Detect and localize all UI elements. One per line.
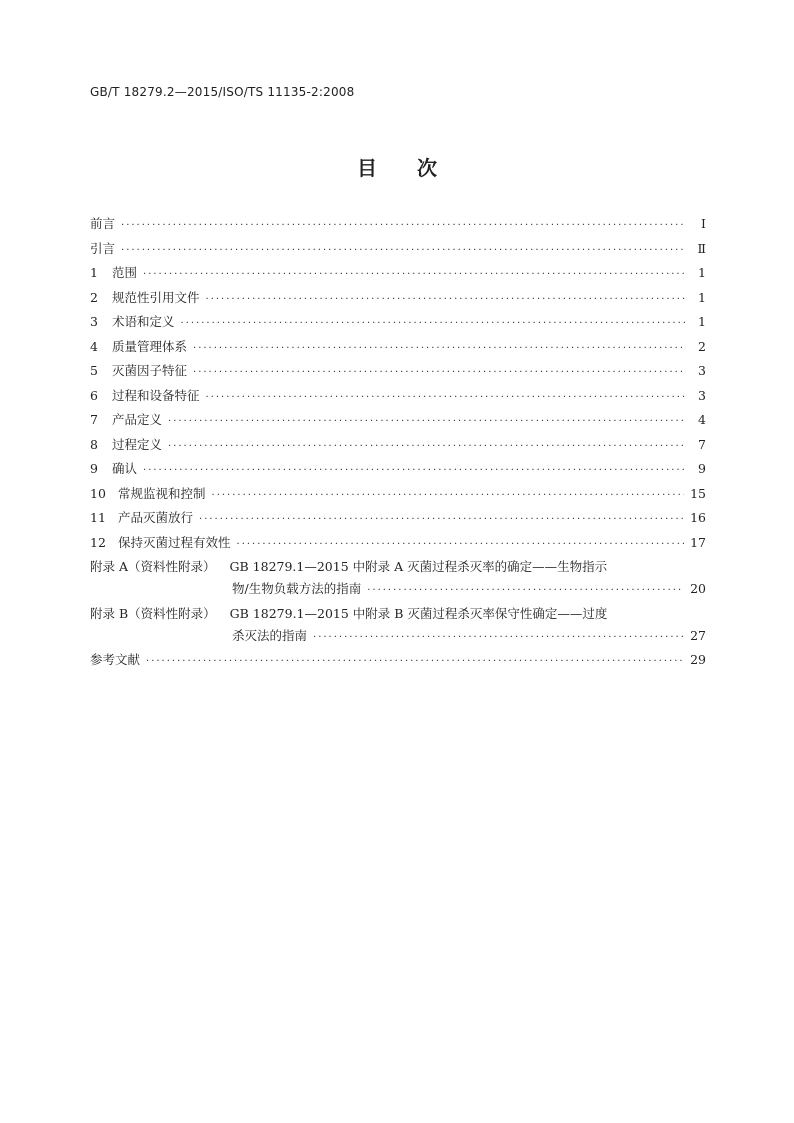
toc-entry-page: 9	[698, 461, 706, 476]
toc-entry-number: 1	[90, 265, 98, 280]
toc-entry-page: 29	[690, 652, 706, 667]
toc-entry-10[interactable]	[90, 484, 706, 509]
toc-entry-4[interactable]	[90, 337, 706, 362]
toc-entry-label: 常规监视和控制	[118, 485, 206, 501]
toc-entry-number: 6	[90, 387, 98, 403]
toc-entry-12[interactable]	[90, 533, 706, 558]
toc-entry-page: 1	[698, 314, 706, 329]
toc-entry-label: 产品定义	[112, 412, 163, 427]
toc-entry-label: 灭菌因子特征	[112, 363, 188, 378]
toc-leader-dots	[168, 416, 686, 427]
toc-entry-appendix-a[interactable]	[90, 557, 706, 604]
toc-entry-number: 11	[90, 510, 106, 525]
toc-entry-number: 10	[90, 485, 106, 501]
toc-entry-number: 8	[90, 436, 98, 452]
toc-entry-9[interactable]	[90, 459, 706, 484]
toc-entry-number: 5	[90, 363, 98, 378]
toc-entry-page: 4	[698, 412, 706, 427]
toc-entry-page: 20	[690, 581, 706, 596]
table-of-contents	[90, 214, 706, 675]
toc-entry-label: 引言	[90, 240, 116, 256]
toc-entry-label: 过程和设备特征	[112, 387, 200, 403]
toc-leader-dots	[143, 465, 686, 476]
toc-entry-number: 2	[90, 289, 98, 305]
toc-entry-page: Ⅱ	[697, 240, 706, 256]
toc-entry-label: 保持灭菌过程有效性	[118, 534, 231, 550]
toc-entry-label: 质量管理体系	[112, 338, 188, 354]
toc-entry-page: 2	[698, 338, 706, 354]
toc-entry-references[interactable]	[90, 650, 706, 675]
toc-entry-number: 4	[90, 338, 98, 354]
toc-entry-introduction[interactable]	[90, 239, 706, 264]
toc-entry-11[interactable]	[90, 508, 706, 533]
toc-entry-1[interactable]	[90, 263, 706, 288]
standard-code-header: GB/T 18279.2—2015/ISO/TS 11135-2:2008	[90, 85, 355, 99]
toc-leader-dots	[206, 294, 686, 305]
toc-entry-number: 7	[90, 412, 98, 427]
toc-entry-6[interactable]	[90, 386, 706, 411]
toc-entry-label: 过程定义	[112, 436, 163, 452]
toc-leader-dots	[121, 245, 686, 256]
toc-entry-label: 产品灭菌放行	[118, 510, 194, 525]
appendix-title-line2: 杀灭法的指南	[232, 627, 308, 643]
toc-entry-appendix-b[interactable]	[90, 604, 706, 651]
toc-leader-dots	[181, 318, 686, 329]
toc-entry-label: 前言	[90, 216, 116, 231]
toc-leader-dots	[193, 367, 686, 378]
toc-entry-foreword[interactable]	[90, 214, 706, 239]
appendix-title-line1: GB 18279.1—2015 中附录 B 灭菌过程杀灭率保守性确定——过度	[229, 605, 608, 621]
toc-leader-dots	[313, 632, 684, 643]
toc-entry-page: Ⅰ	[701, 216, 706, 231]
toc-entry-3[interactable]	[90, 312, 706, 337]
toc-entry-page: 17	[690, 534, 706, 550]
toc-leader-dots	[199, 514, 684, 525]
toc-entry-page: 3	[698, 387, 706, 403]
toc-entry-page: 1	[698, 289, 706, 305]
toc-entry-page: 7	[698, 436, 706, 452]
toc-entry-number: 12	[90, 534, 106, 550]
toc-entry-label: 范围	[112, 265, 138, 280]
toc-entry-8[interactable]	[90, 435, 706, 460]
toc-leader-dots	[237, 539, 685, 550]
toc-entry-2[interactable]	[90, 288, 706, 313]
toc-leader-dots	[206, 392, 686, 403]
toc-entry-number: 3	[90, 314, 98, 329]
toc-entry-page: 15	[690, 485, 706, 501]
toc-entry-7[interactable]	[90, 410, 706, 435]
page-title: 目 次	[357, 156, 437, 180]
toc-entry-page: 16	[690, 510, 706, 525]
appendix-prefix: 附录 B（资料性附录）	[90, 605, 216, 621]
toc-leader-dots	[146, 656, 684, 667]
toc-entry-page: 27	[690, 627, 706, 643]
toc-entry-5[interactable]	[90, 361, 706, 386]
toc-leader-dots	[143, 269, 686, 280]
toc-entry-label: 规范性引用文件	[112, 289, 200, 305]
toc-leader-dots	[212, 490, 685, 501]
toc-entry-page: 3	[698, 363, 706, 378]
toc-leader-dots	[367, 585, 684, 596]
toc-entry-number: 9	[90, 461, 98, 476]
toc-leader-dots	[121, 220, 686, 231]
toc-entry-label: 确认	[112, 461, 138, 476]
appendix-prefix: 附录 A（资料性附录）	[90, 559, 216, 574]
appendix-title-line2: 物/生物负载方法的指南	[232, 581, 362, 596]
toc-leader-dots	[168, 441, 686, 452]
toc-entry-page: 1	[698, 265, 706, 280]
toc-entry-label: 参考文献	[90, 652, 141, 667]
toc-leader-dots	[193, 343, 686, 354]
appendix-title-line1: GB 18279.1—2015 中附录 A 灭菌过程杀灭率的确定——生物指示	[229, 559, 608, 574]
toc-entry-label: 术语和定义	[112, 314, 175, 329]
